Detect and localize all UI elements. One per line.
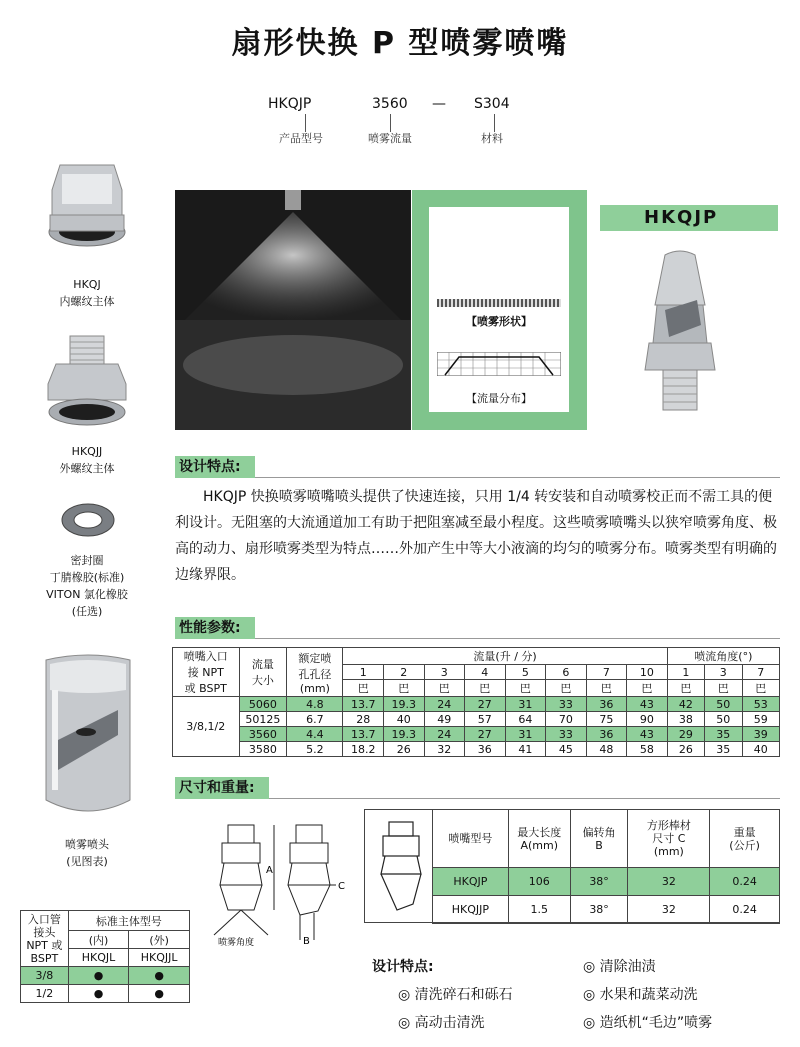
connection-model-inner: HKQJL [68,949,129,967]
feature-item: ◎ 造纸机“毛边”喷雾 [583,1015,713,1031]
model-code-product: HKQJP [268,96,312,112]
connection-size-cell: 3/8 [21,967,69,985]
flow-pressure-header: 4 [465,665,506,680]
flow-pressure-header: 10 [627,665,668,680]
dimension-section-header: 尺寸和重量: [175,777,269,799]
spray-tip-image [38,650,138,825]
dim-label-angle: 喷雾角度 [218,938,255,948]
inlet-size-cell: 3/8,1/2 [173,697,240,757]
flow-pressure-unit: 巴 [546,680,587,697]
spray-pattern-card [429,207,569,412]
flow-size-cell: 5060 [239,697,287,712]
flow-pressure-unit: 巴 [424,680,465,697]
flow-value-cell: 75 [586,712,627,727]
side-item-seal: 密封圈 丁腈橡胶(标准) VITON 氯化橡胶 (任选) [46,554,128,618]
spray-photo [175,190,411,430]
flow-value-cell: 58 [627,742,668,757]
angle-value-cell: 38 [667,712,704,727]
hkqj-body-image [42,160,132,270]
orifice-cell: 5.2 [287,742,343,757]
dimension-header-cell: 方形棒材 尺寸 C (mm) [628,810,710,868]
dim-label-a: A [266,865,273,876]
flow-value-cell: 27 [465,697,506,712]
col-inlet-header: 喷嘴入口 接 NPT 或 BSPT [173,648,240,697]
spray-pattern-panel [412,190,587,430]
model-code-material: S304 [474,96,510,112]
dimension-header-cell: 喷嘴型号 [433,810,509,868]
dimension-cell: 106 [508,868,570,896]
dimension-header-cell: 偏转角 B [570,810,628,868]
connection-group-header: 标准主体型号 [68,911,189,931]
flow-value-cell: 45 [546,742,587,757]
flow-value-cell: 19.3 [383,697,424,712]
dimension-cell: 38° [570,868,628,896]
hkqjp-nozzle-image [635,245,725,430]
flow-value-cell: 49 [424,712,465,727]
connection-mark-cell: ● [68,967,129,985]
flow-value-cell: 26 [383,742,424,757]
table-row [173,697,780,712]
table-row [173,742,780,757]
product-name-banner: HKQJP [600,205,778,231]
col-angle-header: 喷流角度(°) [667,648,779,665]
angle-value-cell: 35 [705,742,742,757]
performance-table [172,647,780,757]
hkqjj-body-image [42,334,132,434]
section-rule [269,798,780,799]
model-code-product-label: 产品型号 [279,132,323,145]
table-row [173,712,780,727]
flow-value-cell: 24 [424,727,465,742]
flow-value-cell: 13.7 [343,697,384,712]
angle-value-cell: 29 [667,727,704,742]
col-flowrate-header: 流量(升 / 分) [343,648,667,665]
flow-pressure-header: 2 [383,665,424,680]
flow-value-cell: 43 [627,697,668,712]
side-item-hkqj: HKQJ 内螺纹主体 [59,278,115,308]
flow-distribution-label: 【流量分布】 [466,392,532,405]
angle-value-cell: 53 [742,697,780,712]
orifice-cell: 4.8 [287,697,343,712]
side-item-spray-tip: 喷雾喷头 (见图表) [65,838,109,868]
connection-table [20,910,190,1003]
flow-value-cell: 33 [546,697,587,712]
flow-value-cell: 18.2 [343,742,384,757]
table-row [21,967,190,985]
dimension-cell: 0.24 [710,868,780,896]
flow-pressure-unit: 巴 [465,680,506,697]
col-flow-size-header: 流量 大小 [239,648,287,697]
section-rule [255,477,780,478]
connection-inlet-header: 入口管 接头 NPT 或 BSPT [21,911,69,967]
table-row [433,896,780,924]
angle-pressure-header: 7 [742,665,780,680]
flow-value-cell: 28 [343,712,384,727]
angle-value-cell: 59 [742,712,780,727]
connection-model-outer: HKQJJL [129,949,190,967]
dimension-table [432,809,780,924]
section-rule [255,638,780,639]
side-item-hkqjj: HKQJJ 外螺纹主体 [59,445,115,475]
angle-value-cell: 40 [742,742,780,757]
page-title: 扇形快换 P 型喷雾喷嘴 [231,26,569,61]
feature-item: ◎ 清洗碎石和砾石 [398,987,513,1003]
angle-pressure-unit: 巴 [705,680,742,697]
flow-pressure-unit: 巴 [383,680,424,697]
dimension-header-cell: 重量 (公斤) [710,810,780,868]
flow-pressure-unit: 巴 [343,680,384,697]
flow-pressure-header: 7 [586,665,627,680]
dimension-cell: 1.5 [508,896,570,924]
col-orifice-header: 额定喷 孔孔径 (mm) [287,648,343,697]
angle-value-cell: 39 [742,727,780,742]
flow-value-cell: 24 [424,697,465,712]
table-row [433,868,780,896]
flow-value-cell: 36 [586,697,627,712]
flow-pressure-unit: 巴 [586,680,627,697]
flow-value-cell: 31 [505,697,546,712]
flow-value-cell: 13.7 [343,727,384,742]
flow-size-cell: 50125 [239,712,287,727]
angle-value-cell: 50 [705,697,742,712]
dimension-cell: 32 [628,896,710,924]
dimension-table-nozzle-icon [373,818,429,914]
angle-value-cell: 26 [667,742,704,757]
flow-pressure-unit: 巴 [505,680,546,697]
dimension-cell: 38° [570,896,628,924]
flow-value-cell: 31 [505,727,546,742]
angle-pressure-unit: 巴 [742,680,780,697]
feature-item: ◎ 清除油渍 [583,959,656,975]
flow-value-cell: 64 [505,712,546,727]
design-description: HKQJP 快换喷雾喷嘴喷头提供了快速连接，只用 1/4 转安装和自动喷雾校正而不需工具的便利设计。无阻塞的大流通道加工有助于把阻塞减至最小程度。这些喷雾喷嘴头以狭窄喷雾角度、极高的动力、扇形喷雾类型为特点……外加产生中等大小液滴的均匀的喷雾分布。喷雾类型有明确的边缘界限。 [175,489,777,583]
angle-value-cell: 35 [705,727,742,742]
model-code-flow: 3560 [372,96,408,112]
angle-pressure-unit: 巴 [667,680,704,697]
performance-section-header: 性能参数: [175,617,255,639]
table-row [173,727,780,742]
angle-pressure-header: 3 [705,665,742,680]
connection-mark-cell: ● [68,985,129,1003]
dimension-drawing [200,815,360,950]
dimension-cell: 32 [628,868,710,896]
angle-pressure-header: 1 [667,665,704,680]
orifice-cell: 4.4 [287,727,343,742]
connection-size-cell: 1/2 [21,985,69,1003]
flow-size-cell: 3580 [239,742,287,757]
features-title: 设计特点: [372,959,434,975]
flow-value-cell: 90 [627,712,668,727]
flow-value-cell: 33 [546,727,587,742]
dimension-header-cell: 最大长度 A(mm) [508,810,570,868]
flow-value-cell: 19.3 [383,727,424,742]
flow-value-cell: 27 [465,727,506,742]
connection-mark-cell: ● [129,967,190,985]
angle-value-cell: 50 [705,712,742,727]
feature-item: ◎ 高动击清洗 [398,1015,485,1031]
flow-value-cell: 36 [586,727,627,742]
flow-value-cell: 57 [465,712,506,727]
connection-mark-cell: ● [129,985,190,1003]
design-section-header: 设计特点: [175,456,255,478]
model-code-material-label: 材料 [481,132,503,145]
flow-value-cell: 40 [383,712,424,727]
model-code-dash: — [432,96,446,112]
dim-label-c: C [338,881,345,892]
dimension-cell: HKQJP [433,868,509,896]
flow-pressure-header: 1 [343,665,384,680]
flow-pressure-header: 5 [505,665,546,680]
feature-item: ◎ 水果和蔬菜动洗 [583,987,698,1003]
model-code-flow-label: 喷雾流量 [368,132,412,145]
spray-shape-graphic [437,299,561,307]
connection-outer-header: (外) [129,931,190,949]
flow-size-cell: 3560 [239,727,287,742]
flow-value-cell: 36 [465,742,506,757]
flow-pressure-header: 3 [424,665,465,680]
dim-label-b: B [303,936,310,947]
orifice-cell: 6.7 [287,712,343,727]
flow-distribution-graphic [437,352,561,376]
spray-shape-label: 【喷雾形状】 [466,315,532,328]
angle-value-cell: 42 [667,697,704,712]
flow-pressure-header: 6 [546,665,587,680]
seal-ring-image [58,500,118,540]
flow-value-cell: 48 [586,742,627,757]
dimension-cell: 0.24 [710,896,780,924]
connection-inner-header: (内) [68,931,129,949]
table-row [21,985,190,1003]
flow-pressure-unit: 巴 [627,680,668,697]
dimension-cell: HKQJJP [433,896,509,924]
flow-value-cell: 43 [627,727,668,742]
flow-value-cell: 70 [546,712,587,727]
flow-value-cell: 32 [424,742,465,757]
flow-value-cell: 41 [505,742,546,757]
